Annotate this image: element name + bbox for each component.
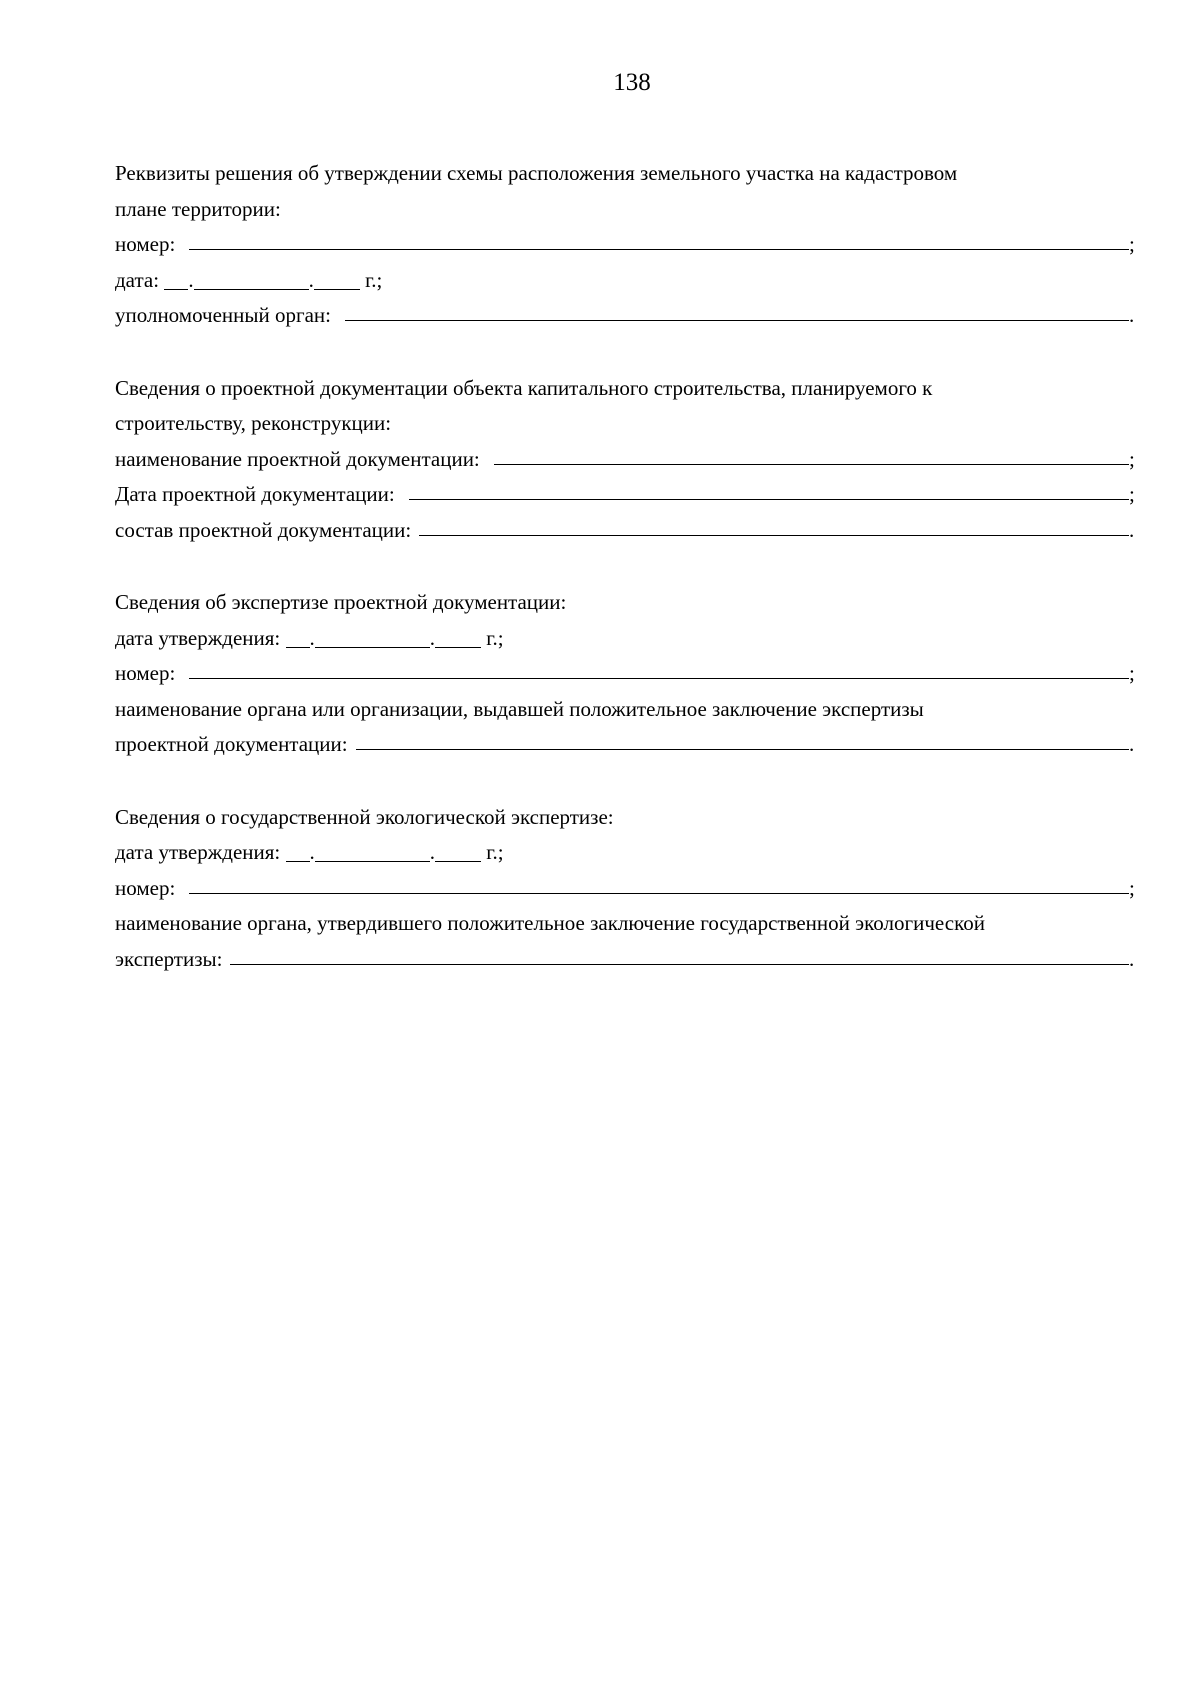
doc-name-field [115,442,1137,478]
org-label-continuation: проектной документации: [115,732,348,756]
day-input-line[interactable] [164,269,188,290]
org-field [115,727,1137,763]
doc-date-input-line[interactable] [409,479,1129,500]
approval-date-field: дата утверждения: . . г.; [115,840,504,864]
section-heading-continuation: строительству, реконструкции: [115,411,392,435]
approval-date-label: дата утверждения: [115,840,281,864]
org-label-continuation: экспертизы: [115,946,223,971]
month-input-line[interactable] [194,269,309,290]
authority-field [115,298,1137,334]
number-label: номер: [115,661,176,685]
org-label: наименование органа или организации, выдавшей положительное заключение экспертизы [115,696,924,721]
section-heading: Реквизиты решения об утверждении схемы расположения земельного участка на кадастровом [115,161,958,185]
doc-composition-field [115,513,1137,549]
approval-date-label: дата утверждения: [115,625,281,650]
day-input-line[interactable] [286,841,310,862]
number-input-line[interactable] [189,658,1129,679]
section-heading: Сведения о государственной экологической экспертизе: [115,804,614,829]
semicolon: ; [1129,232,1135,256]
year-suffix: г.; [486,840,504,864]
number-label: номер: [115,875,176,900]
form-body [115,156,1137,977]
number-field [115,871,1137,907]
date-field: дата: . . г.; [115,267,383,292]
year-input-line[interactable] [435,627,481,648]
doc-date-label: Дата проектной документации: [115,482,395,506]
month-input-line[interactable] [315,841,430,862]
org-input-line[interactable] [356,729,1129,750]
period: . [1129,732,1135,756]
authority-label: уполномоченный орган: [115,303,331,327]
date-label: дата: [115,267,160,292]
approval-date-field: дата утверждения: . . г.; [115,625,504,650]
number-field [115,656,1137,692]
year-suffix: г.; [486,625,504,650]
doc-date-field [115,477,1137,513]
number-input-line[interactable] [189,873,1129,894]
period: . [1129,517,1135,542]
doc-name-input-line[interactable] [494,444,1129,465]
semicolon: ; [1129,875,1135,900]
section-expertise [115,585,1137,763]
year-input-line[interactable] [314,269,360,290]
section-heading-continuation: плане территории: [115,196,281,221]
period: . [1129,946,1135,971]
semicolon: ; [1129,446,1135,471]
day-input-line[interactable] [286,627,310,648]
authority-input-line[interactable] [345,300,1129,321]
number-label: номер: [115,232,176,256]
semicolon: ; [1129,482,1135,506]
section-project-documentation [115,371,1137,549]
doc-composition-input-line[interactable] [419,515,1129,536]
section-ecological-expertise [115,800,1137,978]
month-input-line[interactable] [315,627,430,648]
year-suffix: г.; [365,267,383,292]
doc-composition-label: состав проектной документации: [115,517,412,542]
semicolon: ; [1129,661,1135,685]
org-field [115,942,1137,978]
doc-name-label: наименование проектной документации: [115,446,480,471]
number-input-line[interactable] [189,229,1129,250]
org-label: наименование органа, утвердившего положительное заключение государственной экологической [115,911,985,935]
number-field [115,227,1137,263]
section-land-plot-scheme [115,156,1137,334]
year-input-line[interactable] [435,841,481,862]
org-input-line[interactable] [230,944,1129,965]
section-heading: Сведения о проектной документации объекта капитального строительства, планируемого к [115,375,933,400]
page-number: 138 [613,69,651,96]
section-heading: Сведения об экспертизе проектной документации: [115,590,567,614]
period: . [1129,303,1135,327]
